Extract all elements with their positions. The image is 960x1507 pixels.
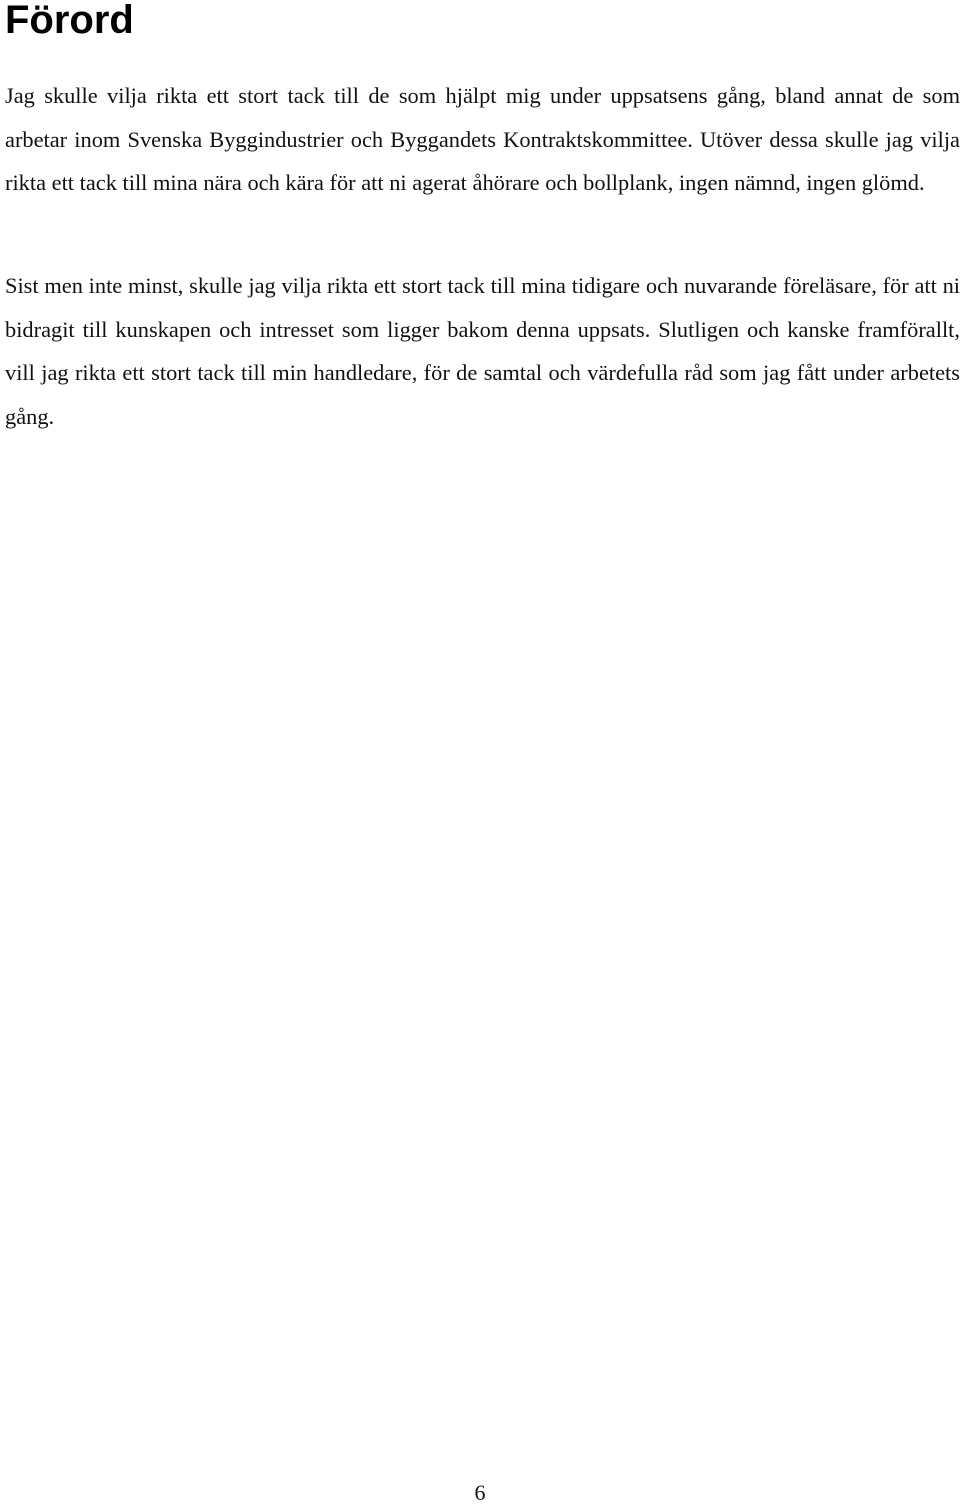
page-number: 6 [474,1480,486,1505]
paragraph-acknowledgements-2: Sist men inte minst, skulle jag vilja rikta ett stort tack till mina tidigare och nuvarande föreläsare, för att ni bidragit till kunskapen och intresset som ligger bakom denna uppsats. Slutligen och kanske framförallt, vill jag rikta ett stort tack till min handledare, för de samtal och värdefulla råd som jag fått under arbetets gång. [5,273,960,430]
page-title: Förord [5,0,134,42]
paragraph-acknowledgements-1: Jag skulle vilja rikta ett stort tack till de som hjälpt mig under uppsatsens gång, bland annat de som arbetar inom Svenska Byggindustrier och Byggandets Kontraktskommittee. Utöver dessa skulle jag vilja rikta ett tack till mina nära och kära för att ni agerat åhörare och bollplank, ingen nämnd, ingen glömd. [5,83,960,196]
